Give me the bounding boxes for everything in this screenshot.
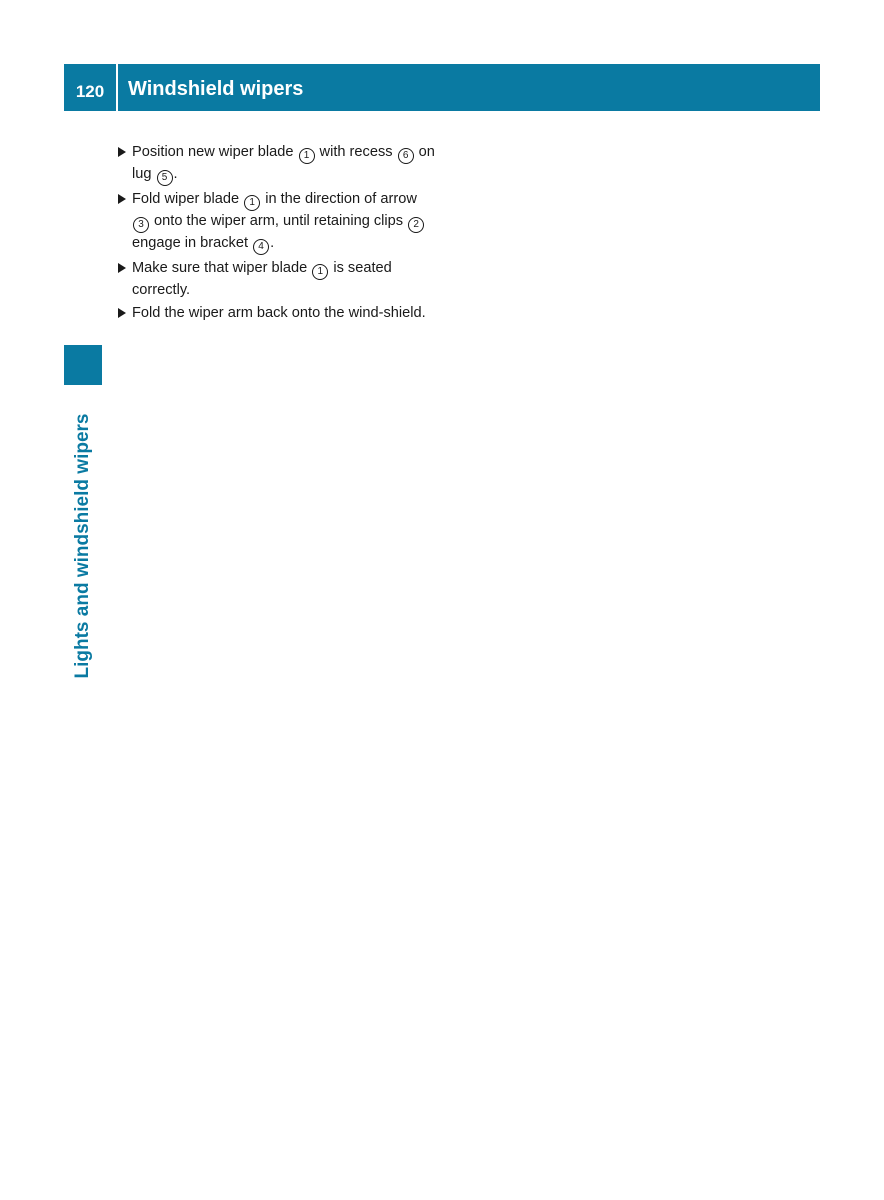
step-text: . bbox=[173, 166, 178, 182]
step-text: engage in bracket bbox=[132, 235, 253, 251]
circled-number-icon: 5 bbox=[157, 170, 173, 186]
circled-number-icon: 1 bbox=[299, 148, 315, 164]
instruction-list bbox=[117, 142, 435, 326]
circled-number-icon: 4 bbox=[253, 239, 269, 255]
circled-number-icon: 2 bbox=[408, 217, 424, 233]
circled-number-icon: 1 bbox=[244, 195, 260, 211]
instruction-step-4 bbox=[117, 303, 435, 323]
step-text: is seated correctly. bbox=[132, 260, 392, 298]
instruction-step-1 bbox=[117, 142, 435, 186]
circled-number-icon: 1 bbox=[312, 264, 328, 280]
play-triangle-icon bbox=[118, 263, 126, 273]
header-bar bbox=[64, 64, 820, 111]
play-triangle-icon bbox=[118, 147, 126, 157]
step-text: in the direction of arrow bbox=[261, 191, 417, 207]
step-text: Make sure that wiper blade bbox=[132, 260, 312, 276]
chapter-tab-marker bbox=[64, 345, 102, 385]
step-text: Fold wiper blade bbox=[132, 191, 244, 207]
circled-number-icon: 6 bbox=[398, 148, 414, 164]
step-text: Position new wiper blade bbox=[132, 144, 298, 160]
step-text: . bbox=[270, 235, 275, 251]
play-triangle-icon bbox=[118, 308, 126, 318]
header-divider bbox=[116, 64, 118, 111]
step-text: on lug bbox=[132, 144, 435, 182]
step-text: Fold the wiper arm back onto the wind-shield. bbox=[132, 305, 426, 321]
page-title: Windshield wipers bbox=[128, 78, 304, 100]
page-number: 120 bbox=[75, 82, 105, 101]
circled-number-icon: 3 bbox=[133, 217, 149, 233]
instruction-step-3 bbox=[117, 258, 435, 300]
step-text: onto the wiper arm, until retaining clips bbox=[150, 213, 408, 229]
chapter-side-label bbox=[64, 396, 102, 696]
step-text: with recess bbox=[315, 144, 397, 160]
chapter-side-label-text: Lights and windshield wipers bbox=[72, 413, 93, 679]
play-triangle-icon bbox=[118, 194, 126, 204]
instruction-step-2 bbox=[117, 189, 435, 255]
